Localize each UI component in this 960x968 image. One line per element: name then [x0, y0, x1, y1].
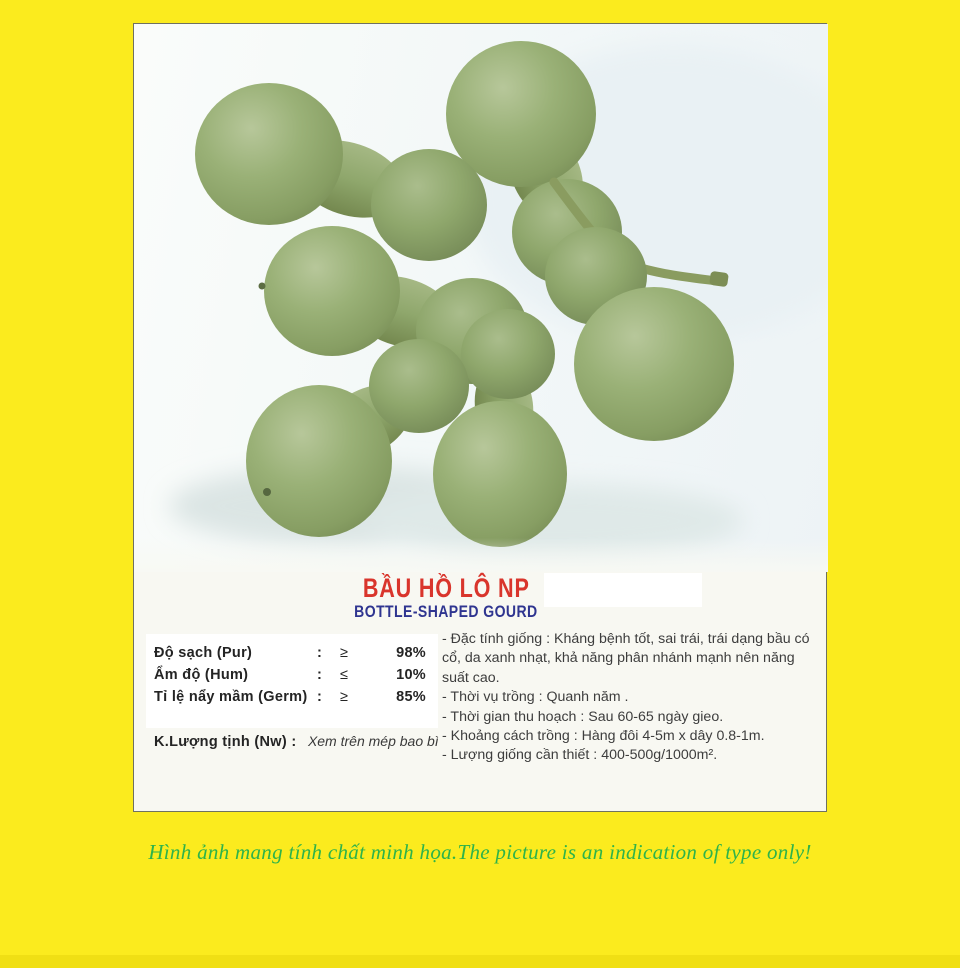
spec-label: Độ sạch (Pur) [154, 645, 253, 661]
spec-op: ≥ [340, 689, 349, 705]
description-line: - Thời vụ trồng : Quanh năm . [442, 689, 629, 706]
spec-sep: : [317, 689, 323, 705]
spec-table [154, 645, 426, 711]
disclaimer-note: Hình ảnh mang tính chất minh họa.The picture is an indication of type only! [148, 840, 812, 864]
spec-label: Ẩm độ (Hum) [154, 667, 249, 683]
spec-op: ≥ [340, 645, 349, 661]
spec-label: Tỉ lệ nẩy mầm (Germ) [154, 689, 308, 705]
net-weight-row [154, 733, 439, 751]
gourds-photo-illustration [134, 24, 828, 572]
description-line: - Lượng giống cần thiết : 400-500g/1000m². [442, 747, 718, 764]
description-line: - Khoảng cách trồng : Hàng đôi 4-5m x dây 0.8-1m. [442, 728, 765, 745]
product-subtitle [134, 603, 758, 622]
spec-sep: : [317, 645, 323, 661]
spec-sep: : [317, 667, 323, 683]
bottom-edge-strip [0, 955, 960, 968]
net-weight-value: Xem trên mép bao bì [307, 733, 439, 749]
spec-row [154, 689, 426, 711]
product-subtitle-text: BOTTLE-SHAPED GOURD [354, 603, 538, 621]
spec-value: 98% [396, 645, 426, 661]
gourds-photo [134, 24, 828, 572]
variety-description [442, 630, 824, 766]
description-line: - Đặc tính giống : Kháng bệnh tốt, sai trái, trái dạng bầu có cổ, da xanh nhạt, khả năng phân nhánh mạnh nên năng suất cao. [442, 631, 810, 686]
spec-row [154, 645, 426, 667]
spec-value: 10% [396, 667, 426, 683]
product-title: BẦU HỒ LÔ NP [362, 573, 530, 603]
spec-value: 85% [396, 689, 426, 705]
packet-card [133, 23, 827, 812]
description-line: - Thời gian thu hoạch : Sau 60-65 ngày gieo. [442, 708, 724, 725]
photo-bottom-fade [134, 538, 828, 572]
spec-op: ≤ [340, 667, 349, 683]
spec-row [154, 667, 426, 689]
net-weight-label: K.Lượng tịnh (Nw) : [154, 734, 297, 750]
title-block [134, 574, 758, 622]
